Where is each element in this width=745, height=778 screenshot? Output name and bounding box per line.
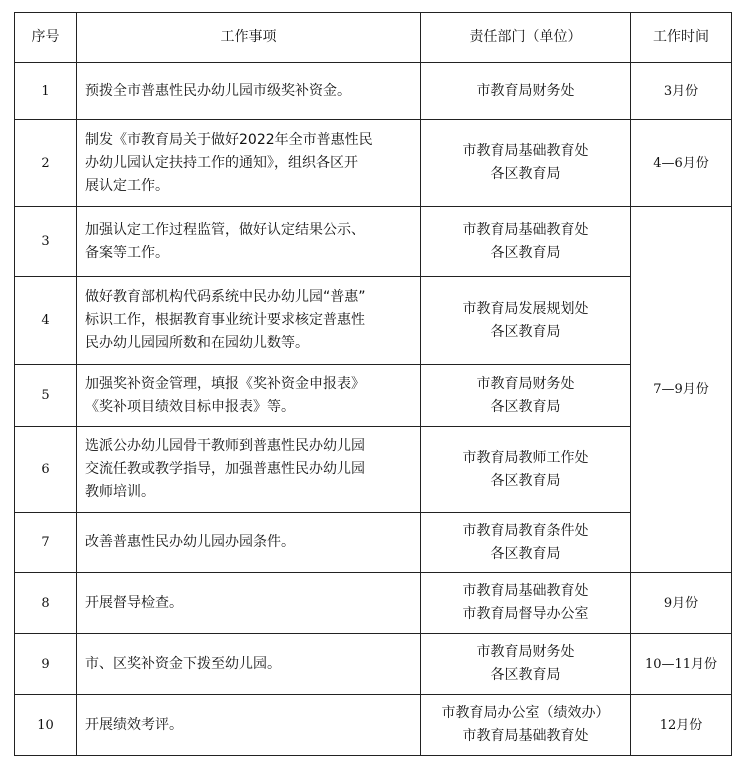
task-line: 《奖补项目绩效目标申报表》等。 (85, 398, 295, 415)
task-line: 开展绩效考评。 (85, 716, 183, 733)
work-schedule-table (14, 12, 732, 756)
task-line: 加强奖补资金管理，填报《奖补资金申报表》 (85, 375, 365, 392)
task-line: 教师培训。 (85, 484, 155, 500)
dept-cell (421, 634, 631, 695)
time-cell-merged: 7—9月份 (631, 207, 732, 573)
dept-cell (421, 277, 631, 365)
dept-line: 市教育局基础教育处 (462, 221, 589, 238)
task-line: 选派公办幼儿园骨干教师到普惠性民办幼儿园 (85, 438, 365, 454)
header-task: 工作事项 (77, 13, 421, 63)
row-number: 5 (15, 365, 77, 427)
dept-cell (421, 573, 631, 634)
task-cell (77, 695, 421, 756)
task-line: 开展督导检查。 (85, 594, 183, 611)
dept-line: 市教育局基础教育处 (462, 583, 589, 599)
table-row (15, 695, 732, 756)
dept-line: 市教育局办公室（绩效办） (441, 705, 610, 721)
dept-line: 市教育局发展规划处 (462, 300, 589, 317)
time-cell: 12月份 (631, 695, 732, 756)
dept-line: 市教育局财务处 (476, 644, 575, 660)
header-time: 工作时间 (631, 13, 732, 63)
task-cell (77, 573, 421, 634)
dept-line: 市教育局财务处 (476, 82, 575, 99)
table-row (15, 573, 732, 634)
table-row (15, 63, 732, 120)
task-line: 做好教育部机构代码系统中民办幼儿园“普惠” (85, 289, 366, 305)
row-number: 1 (15, 63, 77, 120)
dept-cell (421, 513, 631, 573)
row-number: 2 (15, 120, 77, 207)
task-cell (77, 634, 421, 695)
header-dept: 责任部门（单位） (421, 13, 631, 63)
dept-line: 市教育局基础教育处 (462, 143, 589, 159)
table-row (15, 120, 732, 207)
table-row (15, 513, 732, 573)
dept-line: 各区教育局 (490, 667, 561, 683)
task-line: 办幼儿园认定扶持工作的通知》，组织各区开 (85, 154, 358, 171)
dept-line: 市教育局教育条件处 (462, 522, 589, 539)
dept-line: 市教育局督导办公室 (462, 606, 589, 622)
row-number: 10 (15, 695, 77, 756)
table-row (15, 365, 732, 427)
task-line: 改善普惠性民办幼儿园办园条件。 (85, 534, 295, 550)
dept-cell (421, 427, 631, 513)
task-line: 市、区奖补资金下拨至幼儿园。 (85, 655, 281, 672)
task-cell (77, 277, 421, 365)
row-number: 9 (15, 634, 77, 695)
dept-line: 各区教育局 (490, 472, 561, 489)
row-number: 4 (15, 277, 77, 365)
task-line: 加强认定工作过程监管，做好认定结果公示、 (85, 221, 365, 238)
row-number: 3 (15, 207, 77, 277)
dept-cell (421, 120, 631, 207)
dept-cell (421, 365, 631, 427)
task-cell (77, 427, 421, 513)
time-cell: 10—11月份 (631, 634, 732, 695)
row-number: 8 (15, 573, 77, 634)
dept-line: 各区教育局 (490, 166, 561, 182)
time-cell: 4—6月份 (631, 120, 732, 207)
dept-cell (421, 695, 631, 756)
dept-line: 市教育局教师工作处 (462, 449, 589, 466)
task-line: 交流任教或教学指导，加强普惠性民办幼儿园 (85, 461, 365, 477)
task-cell (77, 513, 421, 573)
dept-line: 各区教育局 (490, 545, 561, 562)
task-line: 制发《市教育局关于做好2022年全市普惠性民 (85, 131, 373, 148)
task-line: 预拨全市普惠性民办幼儿园市级奖补资金。 (85, 82, 351, 99)
task-cell (77, 120, 421, 207)
task-line: 展认定工作。 (85, 177, 169, 194)
task-cell (77, 365, 421, 427)
task-cell (77, 63, 421, 120)
dept-cell (421, 63, 631, 120)
table-row (15, 277, 732, 365)
time-cell: 3月份 (631, 63, 732, 120)
header-no: 序号 (15, 13, 77, 63)
table-row (15, 207, 732, 277)
dept-line: 市教育局财务处 (476, 375, 575, 392)
task-line: 民办幼儿园园所数和在园幼儿数等。 (85, 335, 309, 351)
task-cell (77, 207, 421, 277)
dept-line: 市教育局基础教育处 (462, 728, 589, 744)
task-line: 标识工作，根据教育事业统计要求核定普惠性 (85, 312, 365, 328)
dept-line: 各区教育局 (490, 244, 561, 261)
header-row (15, 13, 732, 63)
dept-line: 各区教育局 (490, 323, 561, 340)
time-cell: 9月份 (631, 573, 732, 634)
row-number: 7 (15, 513, 77, 573)
task-line: 备案等工作。 (85, 244, 169, 261)
row-number: 6 (15, 427, 77, 513)
dept-line: 各区教育局 (490, 398, 561, 415)
dept-cell (421, 207, 631, 277)
table-row (15, 634, 732, 695)
table-row (15, 427, 732, 513)
